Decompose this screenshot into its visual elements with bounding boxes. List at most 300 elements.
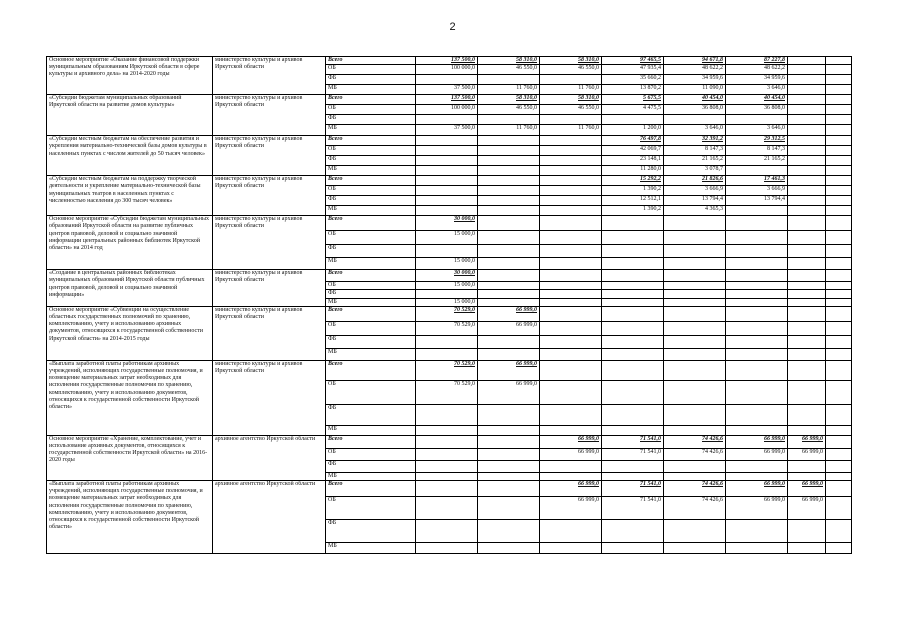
amount-cell [788, 360, 826, 380]
amount-value: 13 794,4 [702, 196, 723, 203]
amount-cell [478, 75, 540, 85]
amount-cell [726, 231, 788, 245]
amount-value: 34 959,6 [702, 75, 723, 82]
amount-value: 66 999,0 [764, 435, 785, 442]
amount-cell [826, 75, 852, 85]
amount-cell [664, 380, 726, 404]
table-row [47, 360, 852, 380]
amount-cell [726, 65, 788, 75]
amount-cell [826, 176, 852, 186]
amount-cell [602, 543, 664, 554]
amount-cell [726, 520, 788, 543]
funding-source: ОБ [326, 231, 416, 245]
funding-source: МБ [326, 166, 416, 176]
amount-value: 66 999,0 [802, 435, 823, 442]
amount-cell [540, 75, 602, 85]
amount-value: 74 426,6 [702, 435, 723, 442]
amount-cell [540, 460, 602, 472]
funding-source: ФБ [326, 75, 416, 85]
amount-cell [478, 460, 540, 472]
amount-cell [602, 258, 664, 270]
funding-source: ФБ [326, 520, 416, 543]
amount-value: 15 292,2 [640, 176, 661, 183]
amount-cell [478, 306, 540, 321]
amount-cell [478, 472, 540, 480]
funding-source: Всего [326, 176, 416, 186]
amount-cell [726, 448, 788, 460]
page-number: 2 [449, 21, 456, 33]
amount-cell [540, 360, 602, 380]
amount-cell [540, 245, 602, 258]
amount-value: 94 671,8 [702, 57, 723, 63]
amount-cell [664, 231, 726, 245]
amount-value: 66 999,0 [802, 448, 823, 455]
amount-cell [602, 481, 664, 497]
program-event-name: Основное мероприятие «Оказание финансовой поддержки муниципальным образованиям Иркутской области в сфере культуры и архивного дела» на 2014-2020 годы [47, 57, 213, 95]
table-row [47, 435, 852, 448]
amount-value: 66 999,0 [516, 380, 537, 387]
amount-value: 58 310,0 [516, 57, 537, 63]
amount-value: 66 999,0 [578, 481, 599, 488]
amount-value: 15 000,0 [454, 231, 475, 238]
amount-cell [788, 425, 826, 435]
amount-cell [478, 543, 540, 554]
amount-cell [416, 75, 478, 85]
amount-cell [602, 335, 664, 348]
amount-cell [416, 543, 478, 554]
amount-value: 15 000,0 [454, 258, 475, 265]
amount-value: 66 999,0 [764, 448, 785, 455]
amount-cell [826, 115, 852, 125]
amount-cell [478, 298, 540, 306]
amount-cell [478, 206, 540, 216]
amount-cell [602, 321, 664, 335]
amount-cell [540, 206, 602, 216]
amount-cell [416, 448, 478, 460]
funding-source: ФБ [326, 115, 416, 125]
amount-cell [540, 115, 602, 125]
amount-cell [664, 321, 726, 335]
executor-name: министерство культуры и архивов Иркутской области [213, 270, 326, 307]
amount-value: 137 500,0 [451, 57, 475, 63]
amount-cell [416, 231, 478, 245]
amount-cell [602, 57, 664, 65]
amount-cell [826, 206, 852, 216]
amount-cell [664, 472, 726, 480]
amount-cell [416, 136, 478, 146]
amount-value: 66 999,0 [516, 306, 537, 313]
amount-cell [602, 472, 664, 480]
amount-value: 97 465,5 [640, 57, 661, 63]
amount-cell [726, 360, 788, 380]
amount-cell [540, 125, 602, 136]
amount-cell [826, 481, 852, 497]
amount-cell [788, 270, 826, 282]
funding-source: Всего [326, 270, 416, 282]
amount-value: 8 147,3 [767, 146, 785, 153]
amount-value: 11 280,0 [640, 166, 661, 173]
amount-cell [664, 290, 726, 298]
amount-cell [602, 166, 664, 176]
amount-cell [478, 186, 540, 196]
amount-value: 70 529,0 [454, 321, 475, 328]
amount-value: 30 000,0 [454, 270, 475, 277]
amount-value: 4 365,3 [705, 206, 723, 213]
amount-cell [664, 282, 726, 290]
amount-value: 74 426,6 [702, 448, 723, 455]
funding-source: МБ [326, 348, 416, 360]
amount-cell [416, 125, 478, 136]
amount-cell [788, 136, 826, 146]
amount-cell [416, 258, 478, 270]
amount-value: 36 808,0 [764, 105, 785, 112]
amount-cell [788, 245, 826, 258]
executor-name: министерство культуры и архивов Иркутской области [213, 360, 326, 435]
funding-source: ОБ [326, 282, 416, 290]
amount-cell [826, 348, 852, 360]
amount-cell [726, 196, 788, 206]
amount-cell [788, 448, 826, 460]
amount-cell [726, 146, 788, 156]
amount-cell [602, 306, 664, 321]
amount-cell [788, 57, 826, 65]
funding-source: ФБ [326, 335, 416, 348]
amount-cell [602, 435, 664, 448]
amount-cell [478, 520, 540, 543]
amount-cell [664, 95, 726, 105]
amount-cell [826, 282, 852, 290]
table-row [47, 481, 852, 497]
amount-value: 1 200,0 [643, 125, 661, 132]
amount-cell [602, 282, 664, 290]
amount-cell [478, 425, 540, 435]
amount-cell [416, 146, 478, 156]
amount-value: 1 390,2 [643, 186, 661, 193]
amount-cell [664, 206, 726, 216]
funding-source: Всего [326, 136, 416, 146]
amount-cell [788, 166, 826, 176]
amount-cell [602, 216, 664, 231]
executor-name: архивное агентство Иркутской области [213, 435, 326, 480]
amount-value: 58 310,0 [578, 95, 599, 102]
amount-cell [540, 105, 602, 115]
amount-cell [788, 472, 826, 480]
amount-cell [726, 216, 788, 231]
amount-value: 3 646,0 [767, 85, 785, 92]
amount-cell [826, 166, 852, 176]
amount-cell [602, 156, 664, 166]
amount-cell [664, 245, 726, 258]
amount-cell [664, 166, 726, 176]
amount-cell [726, 380, 788, 404]
amount-cell [826, 85, 852, 95]
amount-value: 15 000,0 [454, 298, 475, 305]
amount-cell [826, 146, 852, 156]
amount-cell [602, 520, 664, 543]
amount-cell [478, 216, 540, 231]
amount-cell [826, 543, 852, 554]
amount-cell [416, 196, 478, 206]
amount-value: 35 660,2 [640, 75, 661, 82]
amount-value: 3 078,7 [705, 166, 723, 173]
amount-cell [788, 321, 826, 335]
program-event-name: «Субсидии местным бюджетам на поддержку творческой деятельности и укрепление материально-технической базы муниципальных театров в населенных пунктах с численностью населения до 300 тысяч человек» [47, 176, 213, 216]
amount-cell [826, 298, 852, 306]
amount-cell [664, 335, 726, 348]
executor-name: министерство культуры и архивов Иркутской области [213, 216, 326, 270]
amount-cell [826, 290, 852, 298]
table-row [47, 306, 852, 321]
amount-value: 71 541,0 [640, 497, 661, 504]
amount-cell [788, 216, 826, 231]
amount-cell [826, 258, 852, 270]
amount-value: 8 147,3 [705, 146, 723, 153]
amount-cell [602, 404, 664, 425]
budget-table-body [47, 57, 852, 554]
amount-cell [826, 497, 852, 520]
amount-value: 66 999,0 [516, 321, 537, 328]
amount-cell [416, 65, 478, 75]
funding-source: Всего [326, 481, 416, 497]
executor-name: министерство культуры и архивов Иркутской области [213, 57, 326, 95]
amount-cell [416, 166, 478, 176]
table-row [47, 136, 852, 146]
amount-cell [416, 176, 478, 186]
program-event-name: Основное мероприятие «Субсидии бюджетам муниципальных образований Иркутской области на развитие публичных центров правовой, деловой и социально значимой информации центральных районных библиотек Иркутской области» на 2014 год [47, 216, 213, 270]
table-row [47, 57, 852, 65]
amount-value: 137 500,0 [451, 95, 475, 102]
amount-cell [726, 306, 788, 321]
amount-cell [416, 404, 478, 425]
amount-cell [788, 186, 826, 196]
amount-cell [726, 95, 788, 105]
budget-table [46, 56, 852, 554]
funding-source: ФБ [326, 245, 416, 258]
amount-value: 32 391,2 [702, 136, 723, 143]
amount-cell [726, 186, 788, 196]
amount-cell [478, 348, 540, 360]
amount-cell [416, 105, 478, 115]
amount-value: 66 999,0 [802, 497, 823, 504]
amount-cell [726, 497, 788, 520]
amount-cell [540, 472, 602, 480]
executor-name: министерство культуры и архивов Иркутской области [213, 136, 326, 176]
amount-cell [826, 520, 852, 543]
table-row [47, 176, 852, 186]
executor-name: архивное агентство Иркутской области [213, 481, 326, 554]
amount-cell [602, 448, 664, 460]
funding-source: МБ [326, 85, 416, 95]
funding-source: ФБ [326, 156, 416, 166]
amount-cell [788, 231, 826, 245]
amount-value: 11 760,0 [516, 85, 537, 92]
amount-cell [664, 435, 726, 448]
amount-cell [726, 282, 788, 290]
amount-value: 100 000,0 [451, 65, 475, 72]
amount-cell [602, 85, 664, 95]
amount-value: 30 000,0 [454, 216, 475, 223]
amount-cell [416, 115, 478, 125]
amount-cell [602, 298, 664, 306]
program-event-name: «Выплата заработной платы работникам архивных учреждений, исполняющих государственные полномочия, и возмещение материальных затрат необходимых для исполнения государственные полномочия по хранению, комплектованию, учету и использованию документов, относящихся к государственной собственности Иркутской области» [47, 360, 213, 435]
amount-cell [726, 57, 788, 65]
funding-source: ОБ [326, 146, 416, 156]
amount-cell [540, 290, 602, 298]
amount-value: 71 541,0 [640, 448, 661, 455]
amount-cell [478, 115, 540, 125]
amount-value: 15 000,0 [454, 282, 475, 289]
amount-cell [416, 380, 478, 404]
executor-name: министерство культуры и архивов Иркутской области [213, 306, 326, 360]
amount-cell [478, 85, 540, 95]
amount-cell [602, 196, 664, 206]
amount-cell [478, 95, 540, 105]
amount-cell [478, 497, 540, 520]
amount-cell [478, 166, 540, 176]
amount-cell [664, 176, 726, 186]
amount-value: 1 390,2 [643, 206, 661, 213]
amount-cell [826, 472, 852, 480]
amount-cell [826, 435, 852, 448]
amount-cell [726, 136, 788, 146]
amount-cell [478, 270, 540, 282]
amount-cell [788, 75, 826, 85]
amount-cell [540, 543, 602, 554]
amount-cell [416, 425, 478, 435]
amount-cell [602, 348, 664, 360]
amount-cell [664, 115, 726, 125]
amount-cell [826, 335, 852, 348]
funding-source: Всего [326, 360, 416, 380]
executor-name: министерство культуры и архивов Иркутской области [213, 95, 326, 136]
amount-value: 66 999,0 [764, 497, 785, 504]
amount-cell [416, 298, 478, 306]
amount-value: 3 646,0 [705, 125, 723, 132]
amount-cell [726, 472, 788, 480]
funding-source: ФБ [326, 196, 416, 206]
amount-cell [726, 125, 788, 136]
amount-cell [826, 306, 852, 321]
amount-value: 12 512,1 [640, 196, 661, 203]
amount-cell [788, 176, 826, 186]
amount-cell [478, 380, 540, 404]
amount-value: 74 426,6 [702, 497, 723, 504]
amount-cell [602, 425, 664, 435]
amount-cell [826, 105, 852, 115]
program-event-name: Основное мероприятие «Субвенции на осуществление областных государственных полномочий по хранению, комплектованию, учету и использованию архивных документов, относящихся к государственной собственности Иркутской области» на 2014-2015 годы [47, 306, 213, 360]
amount-cell [664, 298, 726, 306]
amount-cell [664, 258, 726, 270]
amount-value: 37 500,0 [454, 125, 475, 132]
funding-source: ОБ [326, 321, 416, 335]
amount-value: 11 090,0 [702, 85, 723, 92]
amount-cell [788, 298, 826, 306]
amount-cell [478, 65, 540, 75]
amount-cell [788, 435, 826, 448]
table-row [47, 270, 852, 282]
amount-cell [478, 105, 540, 115]
amount-cell [602, 176, 664, 186]
amount-cell [664, 448, 726, 460]
amount-cell [726, 425, 788, 435]
amount-cell [540, 176, 602, 186]
funding-source: МБ [326, 298, 416, 306]
amount-value: 66 999,0 [578, 497, 599, 504]
amount-cell [416, 156, 478, 166]
amount-cell [726, 435, 788, 448]
amount-cell [540, 231, 602, 245]
amount-cell [478, 335, 540, 348]
amount-cell [478, 360, 540, 380]
amount-cell [602, 95, 664, 105]
amount-cell [726, 270, 788, 282]
amount-cell [726, 404, 788, 425]
amount-cell [788, 380, 826, 404]
amount-cell [788, 258, 826, 270]
amount-cell [540, 335, 602, 348]
funding-source: Всего [326, 435, 416, 448]
amount-cell [540, 156, 602, 166]
amount-cell [540, 380, 602, 404]
amount-cell [788, 125, 826, 136]
amount-value: 21 826,6 [702, 176, 723, 183]
amount-cell [602, 75, 664, 85]
amount-value: 71 541,0 [640, 435, 661, 442]
amount-cell [788, 85, 826, 95]
amount-cell [726, 460, 788, 472]
amount-value: 21 165,2 [764, 156, 785, 163]
amount-cell [602, 380, 664, 404]
amount-value: 66 999,0 [578, 435, 599, 442]
amount-cell [540, 65, 602, 75]
amount-cell [602, 206, 664, 216]
amount-cell [788, 497, 826, 520]
funding-source: МБ [326, 206, 416, 216]
amount-value: 66 999,0 [578, 448, 599, 455]
amount-cell [416, 282, 478, 290]
amount-cell [416, 472, 478, 480]
amount-value: 21 165,2 [702, 156, 723, 163]
amount-cell [416, 95, 478, 105]
amount-cell [664, 196, 726, 206]
funding-source: ОБ [326, 497, 416, 520]
amount-cell [664, 348, 726, 360]
amount-cell [664, 306, 726, 321]
amount-cell [540, 298, 602, 306]
amount-value: 3 646,0 [767, 125, 785, 132]
amount-value: 11 760,0 [516, 125, 537, 132]
amount-value: 46 550,0 [516, 105, 537, 112]
amount-cell [540, 57, 602, 65]
funding-source: МБ [326, 472, 416, 480]
amount-value: 48 622,2 [764, 65, 785, 72]
amount-value: 5 675,5 [643, 95, 661, 102]
amount-cell [540, 321, 602, 335]
amount-cell [540, 186, 602, 196]
amount-value: 17 461,3 [764, 176, 785, 183]
amount-cell [826, 95, 852, 105]
amount-value: 58 310,0 [516, 95, 537, 102]
amount-cell [602, 65, 664, 75]
amount-cell [788, 348, 826, 360]
amount-cell [788, 282, 826, 290]
amount-cell [788, 115, 826, 125]
amount-cell [416, 435, 478, 448]
amount-cell [664, 85, 726, 95]
funding-source: Всего [326, 57, 416, 65]
amount-cell [602, 231, 664, 245]
amount-cell [826, 425, 852, 435]
